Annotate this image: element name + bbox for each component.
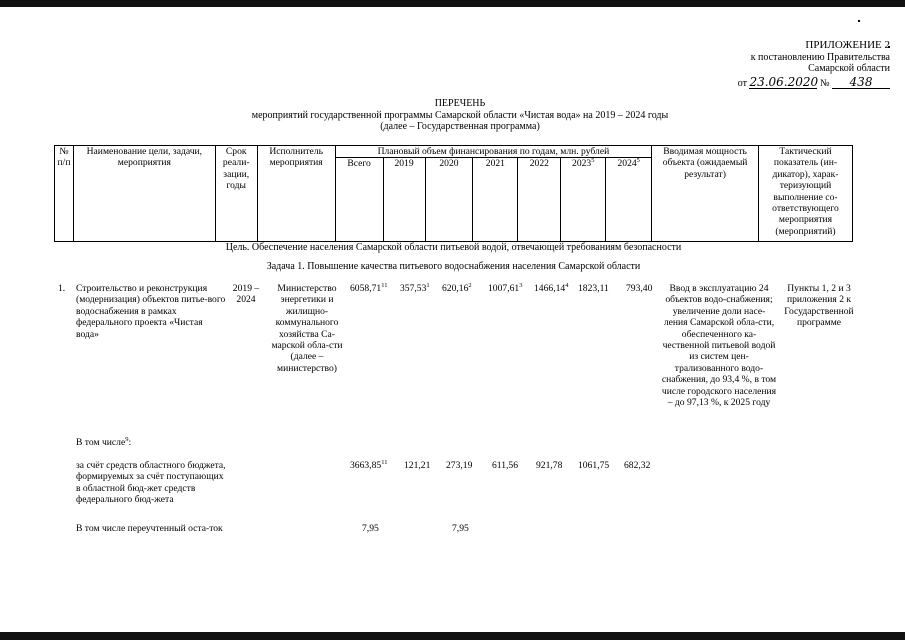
item-capacity: Ввод в эксплуатацию 24 объектов водо-снабжения; увеличение доли насе-ления Самарской обла-сти, обеспеченного ка-чественной питьевой водой из систем цен-трализованного водо-снабжения, до 93,4 %, в том числе городского населения – до 97,13 %, к 2025 году bbox=[661, 283, 777, 409]
item-total: 6058,71$^{11}$ bbox=[350, 281, 388, 294]
regional-2020: 273,19 bbox=[446, 460, 473, 471]
scan-speck bbox=[858, 20, 860, 22]
regional-2024: 682,32 bbox=[624, 460, 651, 471]
appendix-line2: Самарской области bbox=[808, 63, 890, 74]
remainder-2020: 7,95 bbox=[452, 523, 469, 534]
col-2022: 2022 bbox=[518, 158, 561, 242]
task-line: Задача 1. Повышение качества питьевого водоснабжения населения Самарской области bbox=[266, 261, 641, 272]
col-term: Срок реали-зации, годы bbox=[215, 146, 257, 242]
scan-border-bottom bbox=[0, 632, 905, 640]
doc-title-line2: мероприятий государственной программы Самарской области «Чистая вода» на 2019 – 2024 годы bbox=[251, 109, 669, 121]
goal-line: Цель. Обеспечение населения Самарской области питьевой водой, отвечающей требованиям безопасности bbox=[225, 242, 682, 253]
col-2023: 2023$^5$ bbox=[561, 158, 606, 242]
col-executor: Исполнитель мероприятия bbox=[257, 146, 335, 242]
col-indicator: Тактический показатель (ин-дикатор), харак-теризующий выполнение со-ответствующего мероприятия (мероприятий) bbox=[759, 146, 853, 242]
item-2019: 357,53$^1$ bbox=[400, 281, 430, 294]
col-financing: Плановый объем финансирования по годам, млн. рублей bbox=[335, 146, 652, 158]
decree-number: 438 bbox=[832, 77, 890, 90]
header-table bbox=[54, 145, 853, 242]
regional-2022: 921,78 bbox=[536, 460, 563, 471]
item-number: 1. bbox=[58, 283, 66, 294]
appendix-block bbox=[560, 40, 890, 89]
item-2020: 620,16$^2$ bbox=[442, 281, 472, 294]
item-2023: 1823,11 bbox=[578, 283, 609, 294]
col-2021: 2021 bbox=[473, 158, 518, 242]
item-term: 2019 – 2024 bbox=[232, 283, 260, 306]
col-num: № п/п bbox=[55, 146, 74, 242]
doc-title-main: ПЕРЕЧЕНЬ bbox=[434, 98, 486, 109]
item-executor: Министерство энергетики и жилищно-коммунального хозяйства Са-марской обла-сти (далее – министерство) bbox=[271, 283, 343, 374]
col-capacity: Вводимая мощность объекта (ожидаемый результат) bbox=[652, 146, 759, 242]
doc-title-line3: (далее – Государственная программа) bbox=[380, 121, 540, 132]
col-total: Всего bbox=[335, 158, 383, 242]
regional-total: 3663,85$^{11}$ bbox=[350, 458, 388, 471]
regional-2021: 611,56 bbox=[492, 460, 519, 471]
regional-2019: 121,21 bbox=[404, 460, 431, 471]
col-2019: 2019 bbox=[383, 158, 425, 242]
doc-title bbox=[150, 98, 770, 133]
incl-label: В том числе$^9$: bbox=[76, 435, 132, 448]
appendix-line1: к постановлению Правительства bbox=[750, 51, 890, 63]
item-2021: 1007,61$^3$ bbox=[488, 281, 523, 294]
col-2020: 2020 bbox=[425, 158, 473, 242]
remainder-total: 7,95 bbox=[362, 523, 379, 534]
item-2024: 793,40 bbox=[626, 283, 653, 294]
remainder-name: В том числе переучтенный оста-ток bbox=[76, 523, 223, 534]
col-name: Наименование цели, задачи, мероприятия bbox=[73, 146, 215, 242]
number-prefix: № bbox=[819, 77, 830, 89]
item-indicator: Пункты 1, 2 и 3 приложения 2 к Государственной программе bbox=[784, 283, 854, 329]
regional-name: за счёт средств областного бюджета, формируемых за счёт поступающих в областной бюд-жет средств федерального бюд-жета bbox=[76, 460, 226, 506]
date-prefix: от bbox=[737, 77, 747, 89]
appendix-title: ПРИЛОЖЕНИЕ 2 bbox=[805, 39, 890, 51]
item-name: Строительство и реконструкция (модернизация) объектов питье-вого водоснабжения в рамках федерального проекта «Чистая вода» bbox=[76, 283, 226, 340]
col-2024: 2024$^5$ bbox=[606, 158, 652, 242]
item-2022: 1466,14$^4$ bbox=[534, 281, 569, 294]
decree-date: 23.06.2020 bbox=[749, 74, 819, 89]
regional-2023: 1061,75 bbox=[578, 460, 610, 471]
scan-border-top bbox=[0, 0, 905, 7]
